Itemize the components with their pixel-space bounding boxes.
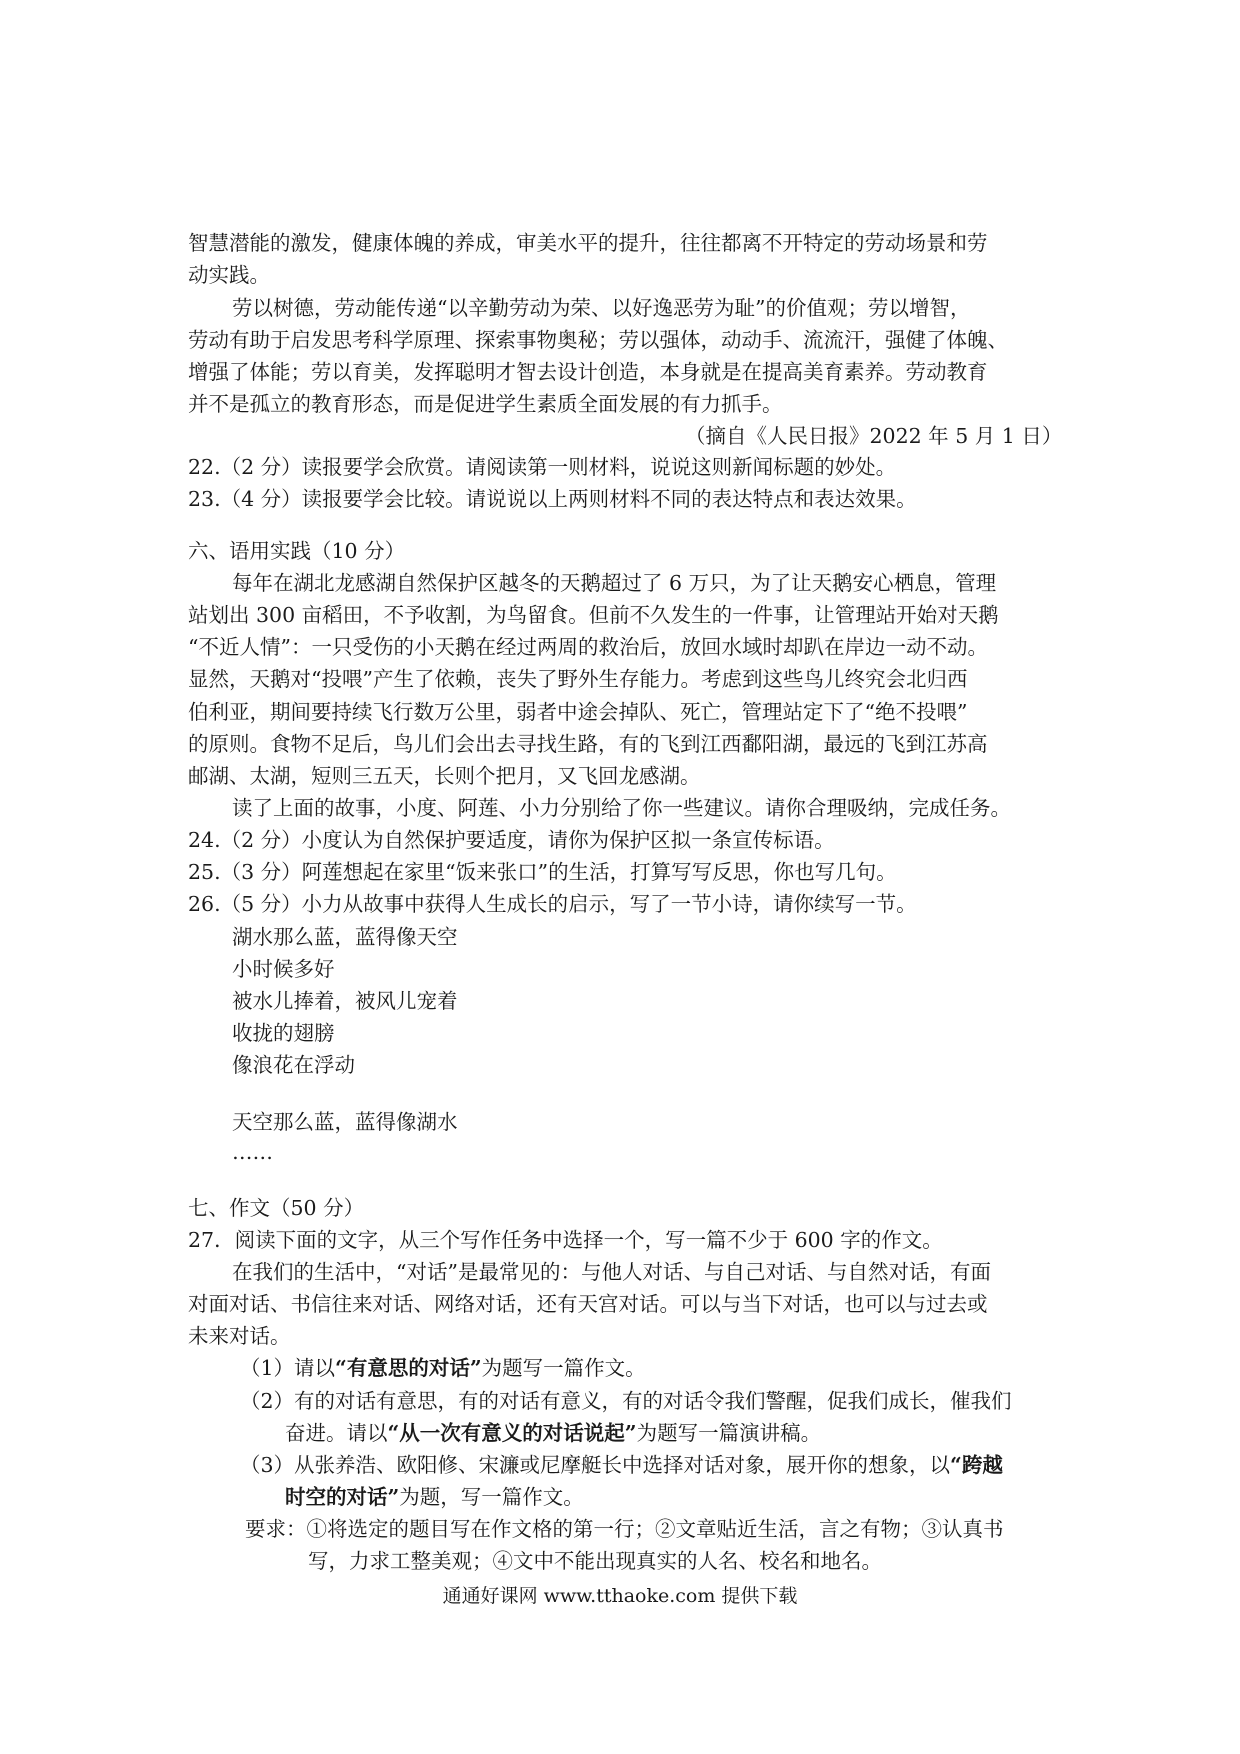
task-text: 为题写一篇演讲稿。 (636, 1421, 822, 1445)
task-text: 为题，写一篇作文。 (399, 1485, 584, 1509)
passage-line: 动实践。 (188, 263, 270, 287)
story-line: 每年在湖北龙感湖自然保护区越冬的天鹅超过了 6 万只，为了让天鹅安心栖息，管理 (232, 571, 997, 595)
passage-line: 劳动有助于启发思考科学原理、探索事物奥秘；劳以强体，动动手、流流汗，强健了体魄、 (188, 328, 1008, 352)
question-27: 27．阅读下面的文字，从三个写作任务中选择一个，写一篇不少于 600 字的作文。 (188, 1228, 943, 1252)
writing-task-1 (240, 1353, 1110, 1383)
essay-intro-line: 在我们的生活中，“对话”是最常见的：与他人对话、与自己对话、与自然对话，有面 (232, 1260, 991, 1284)
question-25: 25.（3 分）阿莲想起在家里“饭来张口”的生活，打算写写反思，你也写几句。 (188, 860, 897, 884)
question-26: 26.（5 分）小力从故事中获得人生成长的启示，写了一节小诗，请你续写一节。 (188, 892, 917, 916)
story-line: 的原则。食物不足后，鸟儿们会出去寻找生路，有的飞到江西鄱阳湖，最远的飞到江苏高 (188, 732, 988, 756)
task-title-bold: “从一次有意义的对话说起” (387, 1421, 637, 1445)
footer-download-note: 通通好课网 www.tthaoke.com 提供下载 (442, 1585, 798, 1607)
writing-task-2-line1: （2）有的对话有意思，有的对话有意义，有的对话令我们警醒，促我们成长，催我们 (240, 1389, 1012, 1413)
passage-line: 增强了体能；劳以育美，发挥聪明才智去设计创造，本身就是在提高美育素养。劳动教育 (188, 360, 988, 384)
instruction-line: 读了上面的故事，小度、阿莲、小力分别给了你一些建议。请你合理吸纳，完成任务。 (232, 796, 1011, 820)
task-title-bold: “跨越 (950, 1453, 1003, 1477)
writing-task-2-line2 (285, 1418, 1155, 1448)
writing-task-3-line1 (240, 1450, 1110, 1480)
task-title-bold: 时空的对话” (285, 1485, 400, 1509)
poem-line: 像浪花在浮动 (232, 1053, 355, 1077)
poem-ellipsis: …… (232, 1140, 273, 1164)
story-line: “不近人情”：一只受伤的小天鹅在经过两周的救治后，放回水域时却趴在岸边一动不动。 (188, 635, 988, 659)
task-text: （3）从张养浩、欧阳修、宋濂或尼摩艇长中选择对话对象，展开你的想象，以 (240, 1453, 951, 1477)
task-text: （1）请以 (240, 1356, 336, 1380)
story-line: 邮湖、太湖，短则三五天，长则个把月，又飞回龙感湖。 (188, 764, 701, 788)
poem-line: 收拢的翅膀 (232, 1021, 335, 1045)
essay-intro-line: 对面对话、书信往来对话、网络对话，还有天宫对话。可以与当下对话，也可以与过去或 (188, 1292, 988, 1316)
section-7-title: 七、作文（50 分） (188, 1196, 365, 1220)
task-text: 奋进。请以 (285, 1421, 388, 1445)
question-24: 24.（2 分）小度认为自然保护要适度，请你为保护区拟一条宣传标语。 (188, 828, 835, 852)
poem-line: 天空那么蓝，蓝得像湖水 (232, 1110, 458, 1134)
task-title-bold: “有意思的对话” (335, 1356, 482, 1380)
poem-line: 小时候多好 (232, 957, 335, 981)
poem-line: 被水儿捧着，被风儿宠着 (232, 989, 458, 1013)
essay-intro-line: 未来对话。 (188, 1324, 291, 1348)
passage-line: 并不是孤立的教育形态，而是促进学生素质全面发展的有力抓手。 (188, 392, 783, 416)
story-line: 显然，天鹅对“投喂”产生了依赖，丧失了野外生存能力。考虑到这些鸟儿终究会北归西 (188, 667, 968, 691)
poem-line: 湖水那么蓝，蓝得像天空 (232, 925, 458, 949)
question-22: 22.（2 分）读报要学会欣赏。请阅读第一则材料，说说这则新闻标题的妙处。 (188, 455, 897, 479)
question-23: 23.（4 分）读报要学会比较。请说说以上两则材料不同的表达特点和表达效果。 (188, 487, 917, 511)
writing-task-3-line2 (285, 1482, 1155, 1512)
requirements-line2: 写，力求工整美观；④文中不能出现真实的人名、校名和地名。 (308, 1549, 882, 1573)
passage-line: 劳以树德，劳动能传递“以辛勤劳动为荣、以好逸恶劳为耻”的价值观；劳以增智， (232, 296, 971, 320)
source-citation: （摘自《人民日报》2022 年 5 月 1 日） (685, 424, 1063, 448)
story-line: 站划出 300 亩稻田，不予收割，为鸟留食。但前不久发生的一件事，让管理站开始对天鹅 (188, 603, 999, 627)
requirements-line1: 要求：①将选定的题目写在作文格的第一行；②文章贴近生活，言之有物；③认真书 (245, 1517, 1004, 1541)
story-line: 伯利亚，期间要持续飞行数万公里，弱者中途会掉队、死亡，管理站定下了“绝不投喂” (188, 700, 968, 724)
section-6-title: 六、语用实践（10 分） (188, 539, 406, 563)
task-text: 为题写一篇作文。 (481, 1356, 646, 1380)
passage-line: 智慧潜能的激发，健康体魄的养成，审美水平的提升，往往都离不开特定的劳动场景和劳 (188, 231, 988, 255)
